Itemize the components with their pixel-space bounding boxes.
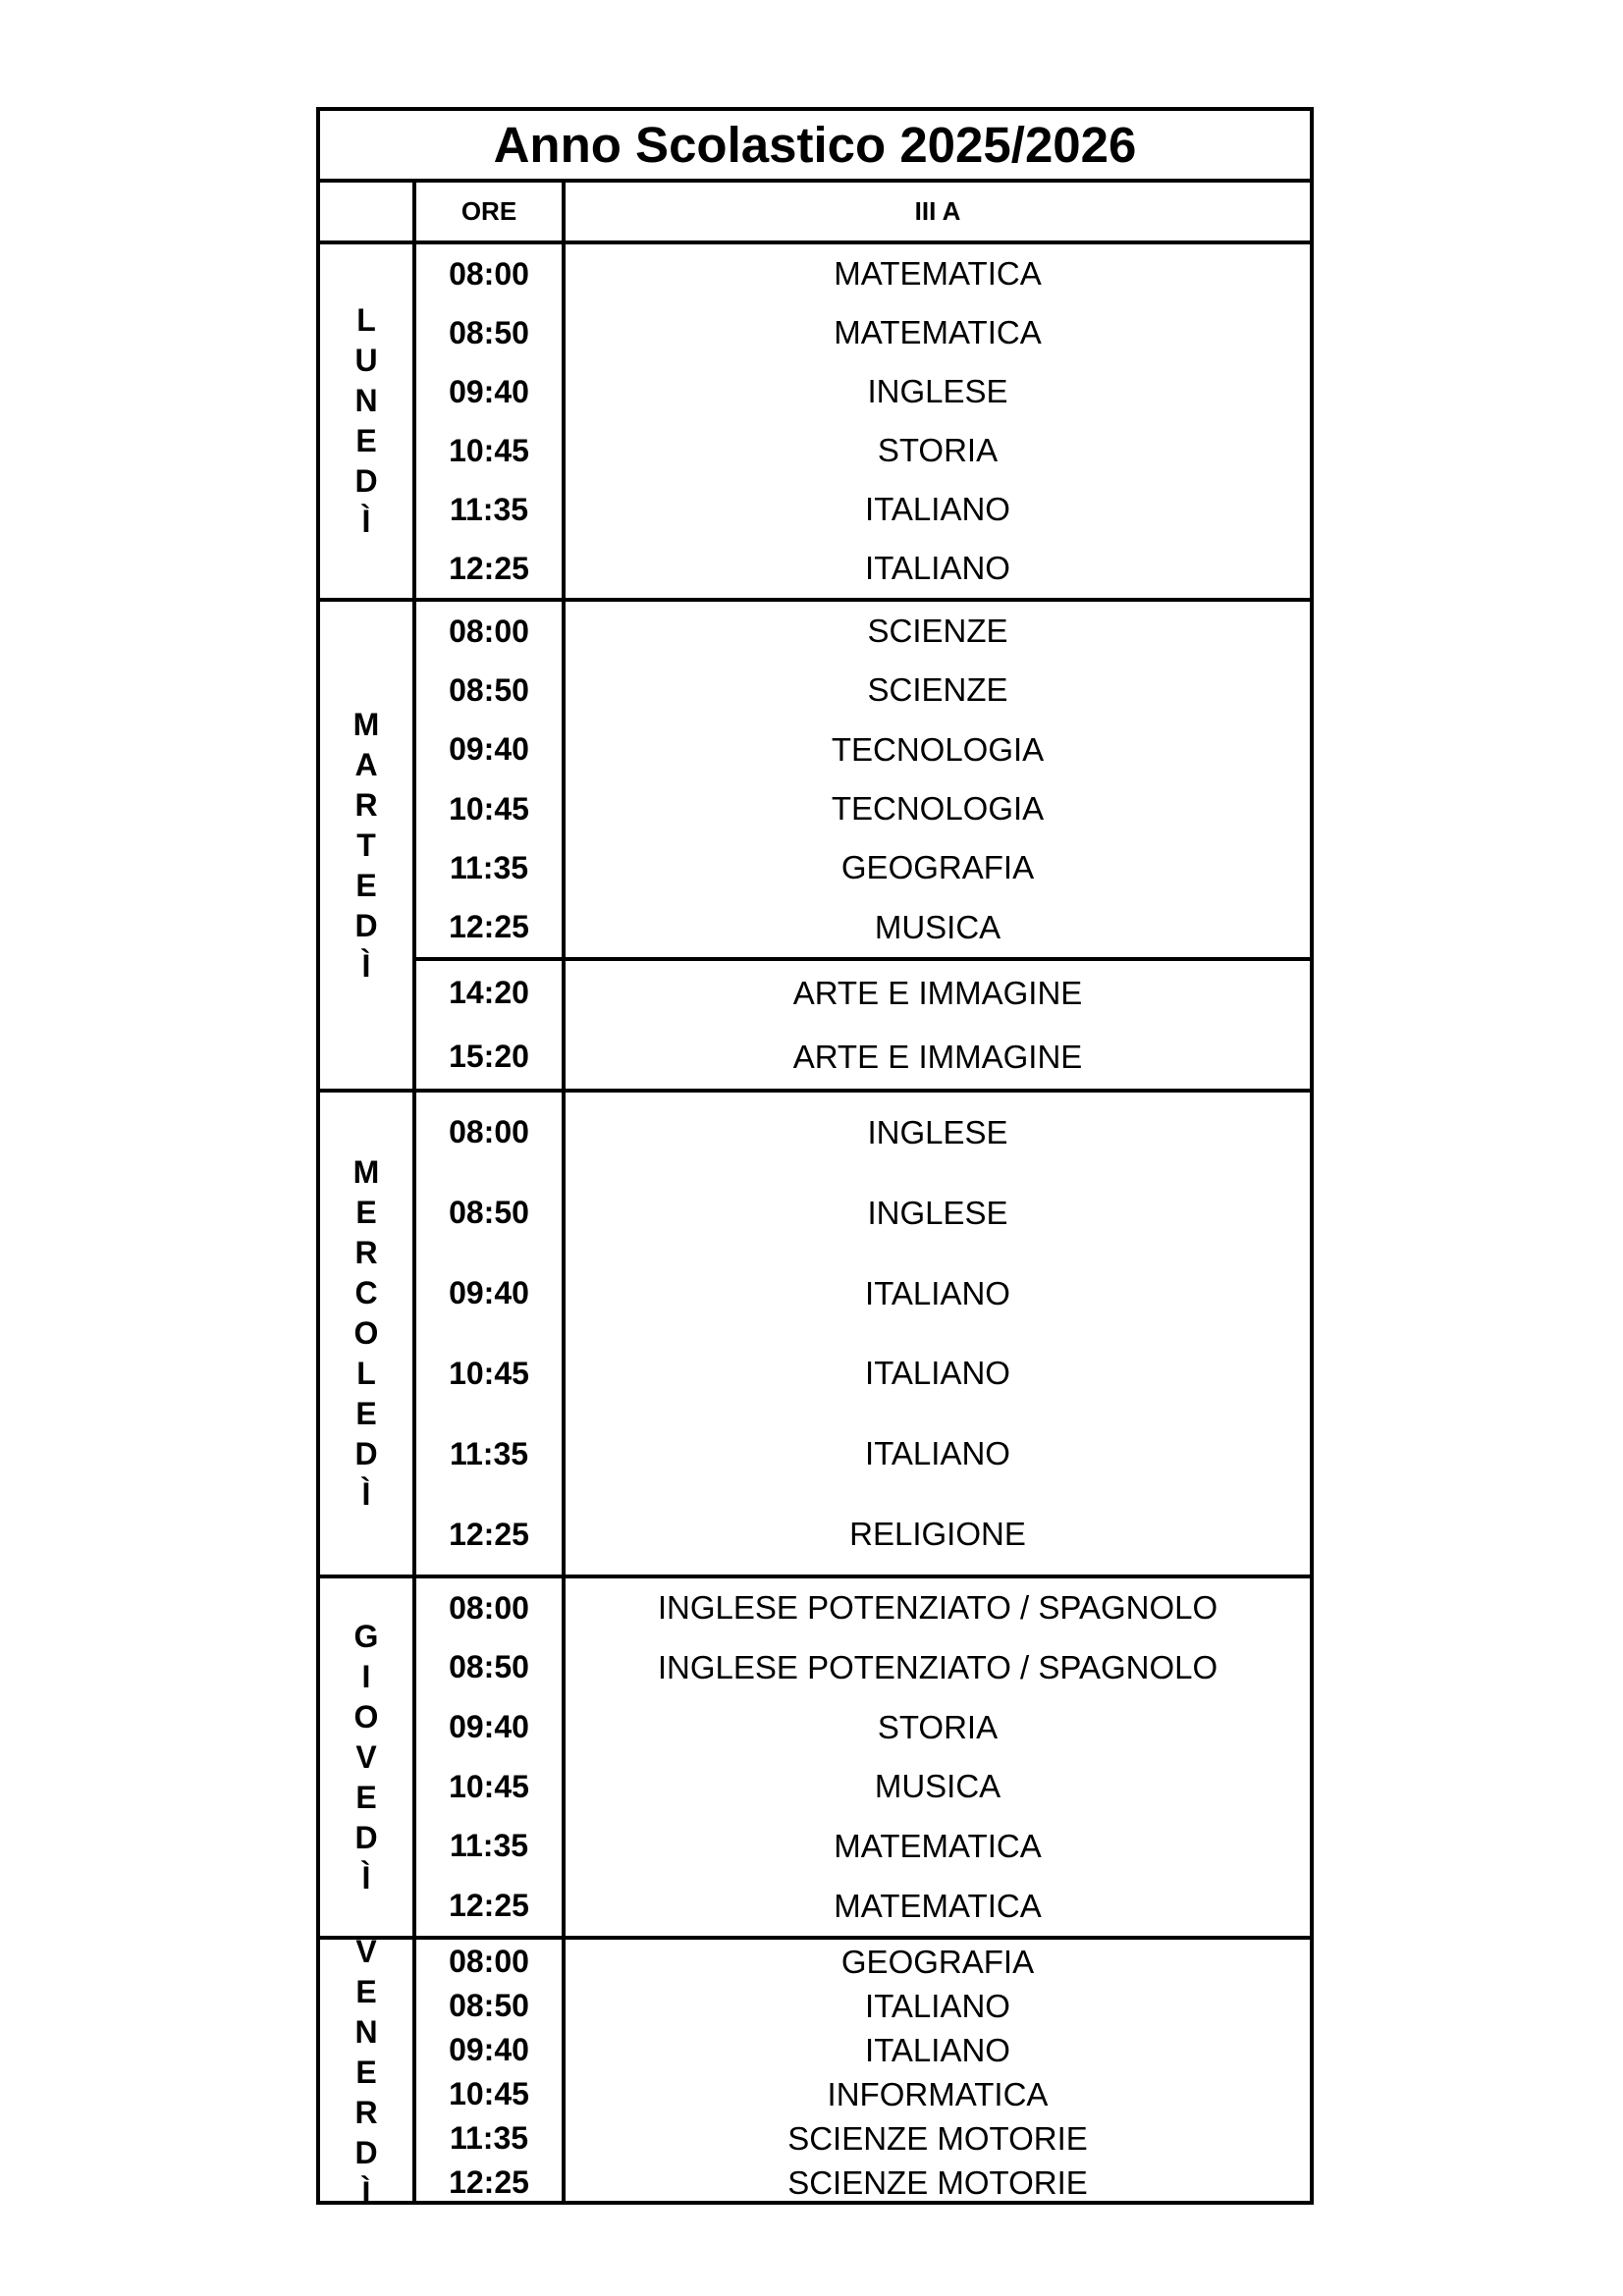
row-time: 08:50	[449, 1649, 529, 1685]
row-time: 08:00	[449, 255, 529, 292]
day-letter: A	[354, 746, 378, 782]
schedule-row	[416, 421, 1310, 480]
row-time: 09:40	[449, 373, 529, 409]
row-subject: TECNOLOGIA	[831, 790, 1045, 828]
day-letter: Ì	[361, 947, 371, 984]
row-subject: STORIA	[877, 432, 999, 468]
schedule-row	[416, 244, 1310, 303]
day-letter: R	[354, 1235, 378, 1270]
row-subject: INGLESE	[867, 373, 1008, 409]
row-time: 10:45	[449, 1355, 529, 1391]
schedule-row	[416, 2116, 1310, 2161]
row-time: 11:35	[449, 2120, 529, 2156]
day-label	[320, 244, 412, 602]
schedule-row	[416, 1093, 1310, 1173]
header-class: III A	[566, 183, 1310, 244]
schedule-table	[316, 107, 1314, 2211]
schedule-row	[416, 362, 1310, 421]
day-letter: Ì	[361, 504, 371, 539]
row-time: 14:20	[449, 975, 529, 1010]
time-block	[416, 1093, 1310, 1578]
time-block	[416, 961, 1310, 1093]
row-subject: INGLESE POTENZIATO / SPAGNOLO	[657, 1589, 1218, 1627]
row-time: 08:00	[449, 1114, 529, 1150]
day-letter: D	[354, 2134, 378, 2170]
row-time: 10:45	[449, 2076, 529, 2111]
row-time: 09:40	[449, 1275, 529, 1311]
day-letter: O	[353, 1698, 379, 1735]
schedule-row	[416, 480, 1310, 539]
row-time: 12:25	[449, 2164, 529, 2200]
row-subject: RELIGIONE	[849, 1516, 1026, 1553]
time-block	[416, 1940, 1310, 2205]
schedule-title: Anno Scolastico 2025/2026	[320, 111, 1310, 183]
day-letter: N	[354, 2013, 378, 2050]
schedule-row	[416, 2161, 1310, 2205]
day-letter: O	[353, 1315, 379, 1351]
day-letter: Ì	[361, 1476, 371, 1512]
row-time: 12:25	[449, 1516, 529, 1552]
row-time: 09:40	[449, 2032, 529, 2067]
row-subject: TECNOLOGIA	[831, 730, 1045, 768]
row-time: 09:40	[449, 1709, 529, 1745]
row-subject: ITALIANO	[865, 1987, 1010, 2024]
row-time: 11:35	[449, 491, 529, 527]
row-subject: ITALIANO	[865, 550, 1010, 586]
schedule-row	[416, 1817, 1310, 1877]
day-letter: D	[354, 463, 378, 499]
row-time: 11:35	[449, 1435, 529, 1471]
schedule-row	[416, 1173, 1310, 1254]
day-letter: L	[356, 302, 376, 338]
schedule-row	[416, 303, 1310, 362]
schedule-row	[416, 1254, 1310, 1334]
schedule-row	[416, 961, 1310, 1025]
day-letters	[354, 300, 377, 542]
row-subject: MATEMATICA	[834, 1827, 1042, 1864]
day-letter: G	[353, 1618, 379, 1654]
row-subject: ITALIANO	[865, 2031, 1010, 2068]
day-letter: V	[355, 1933, 377, 1969]
row-time: 08:00	[449, 613, 529, 649]
row-subject: ARTE E IMMAGINE	[792, 1038, 1083, 1075]
schedule-row	[416, 1697, 1310, 1757]
schedule-row	[416, 2072, 1310, 2116]
row-time: 08:50	[449, 671, 529, 708]
schedule-row	[416, 721, 1310, 779]
row-subject: GEOGRAFIA	[840, 1943, 1035, 1980]
day-letter: M	[352, 706, 380, 742]
schedule-row	[416, 1876, 1310, 1936]
day-letter: N	[354, 383, 378, 418]
header-day	[320, 183, 412, 244]
row-subject: INFORMATICA	[827, 2075, 1049, 2112]
header-hours: ORE	[416, 183, 562, 244]
day-letter: R	[354, 2094, 378, 2130]
row-time: 12:25	[449, 909, 529, 945]
schedule-row	[416, 898, 1310, 957]
day-letter: D	[354, 1819, 378, 1855]
row-time: 11:35	[449, 1828, 529, 1864]
day-letters	[353, 705, 380, 987]
row-subject: ARTE E IMMAGINE	[792, 974, 1083, 1011]
row-subject: STORIA	[877, 1708, 999, 1745]
day-letter: V	[355, 1738, 377, 1775]
day-letter: E	[355, 423, 377, 458]
day-letter: D	[354, 1436, 378, 1471]
row-time: 08:50	[449, 1195, 529, 1231]
row-time: 12:25	[449, 1888, 529, 1924]
schedule-row	[416, 1984, 1310, 2028]
schedule-row	[416, 1757, 1310, 1817]
day-letters	[354, 1932, 377, 2214]
day-letter: T	[356, 827, 376, 863]
time-block	[416, 244, 1310, 602]
schedule-row	[416, 1025, 1310, 1089]
schedule-row	[416, 661, 1310, 720]
row-time: 11:35	[449, 849, 529, 885]
row-subject: GEOGRAFIA	[840, 849, 1035, 886]
schedule-row	[416, 1414, 1310, 1494]
row-subject: ITALIANO	[865, 1355, 1010, 1392]
row-subject: MATEMATICA	[834, 255, 1042, 292]
row-time: 09:40	[449, 731, 529, 768]
row-subject: INGLESE	[867, 1194, 1008, 1231]
day-letter: D	[354, 907, 378, 943]
schedule-row	[416, 1940, 1310, 1984]
day-letter: E	[355, 1195, 377, 1230]
schedule-row	[416, 779, 1310, 838]
row-time: 15:20	[449, 1039, 529, 1074]
time-block	[416, 602, 1310, 961]
row-subject: ITALIANO	[865, 491, 1010, 527]
row-subject: INGLESE POTENZIATO / SPAGNOLO	[657, 1648, 1218, 1685]
day-letter: E	[355, 2054, 377, 2090]
row-subject: SCIENZE	[867, 671, 1008, 709]
day-letter: R	[354, 786, 378, 823]
row-subject: MATEMATICA	[834, 1887, 1042, 1924]
day-letters	[353, 1152, 380, 1515]
row-time: 10:45	[449, 1768, 529, 1804]
day-letter: E	[355, 1779, 377, 1815]
schedule-row	[416, 602, 1310, 661]
day-letters	[354, 1617, 379, 1898]
row-subject: ITALIANO	[865, 1435, 1010, 1472]
day-label	[320, 1578, 412, 1940]
day-letter: E	[355, 1973, 377, 2009]
day-letter: E	[355, 867, 377, 903]
row-subject: INGLESE	[867, 1113, 1008, 1150]
schedule-row	[416, 1578, 1310, 1638]
row-time: 08:00	[449, 1589, 529, 1626]
day-letter: L	[356, 1356, 376, 1391]
day-letter: I	[361, 1658, 371, 1694]
row-subject: MATEMATICA	[834, 314, 1042, 350]
schedule-row	[416, 1333, 1310, 1414]
row-subject: SCIENZE	[867, 613, 1008, 650]
row-time: 12:25	[449, 550, 529, 586]
row-subject: MUSICA	[874, 908, 1001, 945]
day-label	[320, 602, 412, 1093]
row-time: 10:45	[449, 790, 529, 827]
row-subject: MUSICA	[874, 1768, 1001, 1805]
time-block	[416, 1578, 1310, 1940]
day-label	[320, 1093, 412, 1578]
row-subject: SCIENZE MOTORIE	[787, 2119, 1088, 2157]
day-letter: Ì	[361, 2174, 371, 2211]
row-time: 08:50	[449, 314, 529, 350]
day-letter: M	[352, 1154, 380, 1190]
row-time: 08:50	[449, 1988, 529, 2023]
day-label	[320, 1933, 412, 2211]
day-letter: Ì	[361, 1859, 371, 1896]
schedule-row	[416, 539, 1310, 598]
row-subject: SCIENZE MOTORIE	[787, 2163, 1088, 2201]
row-time: 10:45	[449, 432, 529, 468]
day-letter: U	[354, 343, 378, 378]
schedule-row	[416, 838, 1310, 897]
row-subject: ITALIANO	[865, 1274, 1010, 1311]
schedule-row	[416, 1494, 1310, 1575]
row-time: 08:00	[449, 1944, 529, 1979]
schedule-row	[416, 2028, 1310, 2072]
day-letter: E	[355, 1396, 377, 1431]
day-letter: C	[354, 1275, 378, 1310]
schedule-row	[416, 1638, 1310, 1698]
